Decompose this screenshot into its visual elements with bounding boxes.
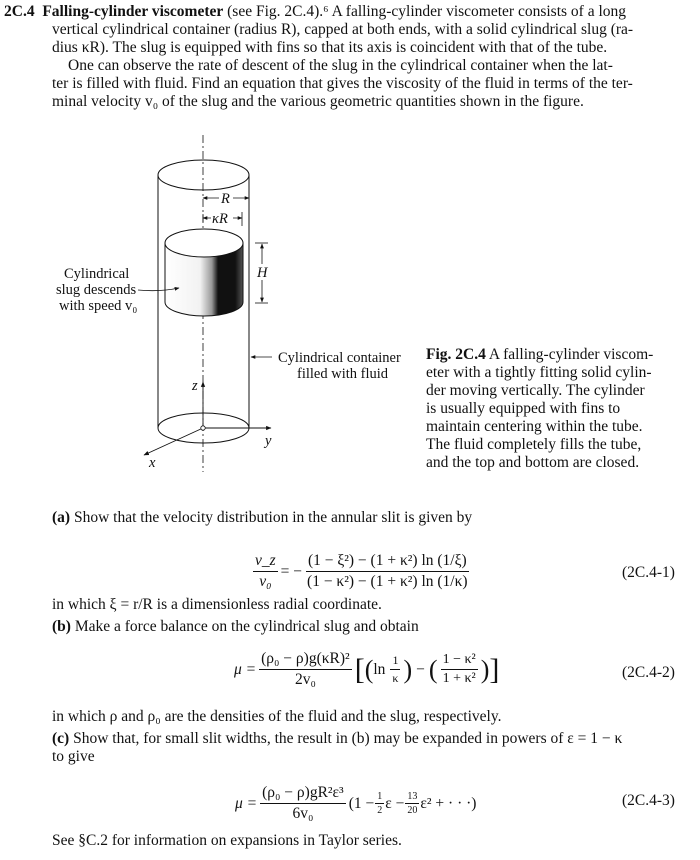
footer-text: See §C.2 for information on expansions in Taylor series. (52, 832, 402, 849)
lhs-fraction (253, 552, 278, 591)
one-over-kappa (390, 653, 400, 686)
caption-text: A falling-cylinder viscom- (485, 346, 654, 363)
mu-equals: μ = (234, 660, 257, 678)
intro-line: vertical cylindrical container (radius R), capped at both ends, with a solid cylindrical slug (ra- (52, 21, 634, 38)
label-H: H (257, 265, 268, 281)
label-R: R (221, 191, 230, 207)
after-b-text: in which ρ and ρ₀ are the densities of the fluid and the slug, respectively. (52, 708, 502, 725)
ratio-denominator: 1 + κ² (442, 671, 476, 686)
intro-line: minal velocity v₀ of the slug and the various geometric quantities shown in the figure. (52, 93, 584, 110)
caption-line: and the top and bottom are closed. (426, 454, 640, 471)
paren-close: ) (480, 654, 490, 684)
ln: ln (373, 660, 386, 678)
problem-title: Falling-cylinder viscometer (42, 3, 224, 20)
half-fraction (375, 791, 384, 816)
half-den: 2 (377, 805, 383, 816)
ratio-numerator: 1 − κ² (441, 652, 478, 670)
eq2-fraction (259, 650, 352, 689)
viscometer-figure (0, 0, 420, 480)
kappa: κ (392, 671, 399, 685)
container-label-line: Cylindrical container (278, 350, 401, 366)
mu-equals: μ = (235, 794, 258, 812)
after-a-text: in which ξ = r/R is a dimensionless radial coordinate. (52, 596, 382, 613)
equation-number: (2C.4-2) (622, 664, 675, 681)
lhs-numerator: v_z (253, 552, 278, 572)
equals-minus: = − (280, 562, 303, 580)
intro-line: (see Fig. 2C.4).⁶ A falling-cylinder viscometer consists of a long (223, 3, 627, 20)
eq3-numerator: (ρ₀ − ρ)gR²ε³ (260, 784, 346, 804)
dimension-H (255, 243, 269, 303)
equation-number: (2C.4-3) (622, 792, 675, 809)
paren-close: ) (403, 654, 413, 684)
eq3-denominator: 6v₀ (292, 805, 314, 822)
coef-num: 13 (407, 791, 418, 802)
paren-open: ( (364, 654, 374, 684)
coordinate-axes (144, 378, 272, 471)
kappa-ratio (441, 652, 478, 687)
caption-line: The fluid completely fills the tube, (426, 436, 642, 453)
one: 1 (390, 653, 400, 670)
slug-label-line: with speed v₀ (59, 298, 138, 314)
container-label-line: filled with fluid (297, 366, 389, 382)
equation-2C4-3 (235, 784, 476, 823)
caption-line: der moving vertically. The cylinder (426, 382, 645, 399)
dimension-R (203, 190, 249, 207)
dimension-kR (203, 210, 242, 227)
part-c-text (52, 730, 622, 748)
caption-line: is usually equipped with fins to (426, 400, 621, 417)
slug-label-line: slug descends (56, 282, 137, 298)
caption-ref: Fig. 2C.4 (426, 346, 486, 363)
part-a-text (52, 509, 472, 527)
coef-den: 20 (407, 805, 418, 816)
rhs-numerator: (1 − ξ²) − (1 + κ²) ln (1/ξ) (306, 552, 469, 572)
series-start: (1 − (348, 794, 375, 812)
axis-y-label: y (265, 433, 272, 449)
rhs-fraction (305, 552, 470, 591)
slug-label (56, 266, 179, 314)
part-c-label: (c) (52, 730, 70, 747)
eq3-fraction (260, 784, 346, 823)
part-b-prompt: Make a force balance on the cylindrical slug and obtain (70, 618, 419, 635)
part-a-label: (a) (52, 509, 71, 526)
part-c-prompt: Show that, for small slit widths, the result in (b) may be expanded in powers of ε = 1 − κ (69, 730, 623, 747)
bracket-close: ] (489, 652, 500, 686)
eq2-numerator: (ρ₀ − ρ)g(κR)² (259, 650, 352, 670)
slug-cylinder (165, 229, 243, 316)
series-mid: ε − (385, 794, 405, 812)
axis-x-label: x (149, 455, 156, 471)
intro-line: ter is filled with fluid. Find an equation that gives the viscosity of the fluid in terms of the ter- (52, 75, 633, 92)
paren-open: ( (428, 654, 438, 684)
caption-line (426, 346, 653, 364)
rhs-denominator: (1 − κ²) − (1 + κ²) ln (1/κ) (307, 573, 468, 590)
part-b-text (52, 618, 419, 636)
intro-line: One can observe the rate of descent of the slug in the cylindrical container when the lat- (68, 57, 613, 74)
minus: − (416, 660, 425, 678)
label-kR: κR (212, 211, 228, 227)
equation-number: (2C.4-1) (622, 564, 675, 581)
series-end: ε² + · · ·) (420, 794, 477, 812)
lhs-denominator: v₀ (259, 573, 272, 590)
part-b-label: (b) (52, 618, 71, 635)
eq2-denominator: 2v₀ (294, 671, 316, 688)
equation-2C4-2 (234, 650, 499, 689)
problem-number: 2C.4 (4, 3, 35, 20)
part-c-text-2: to give (52, 748, 95, 765)
half-num: 1 (377, 791, 383, 802)
bracket-open: [ (354, 652, 365, 686)
axis-z-label: z (192, 378, 198, 394)
coef-fraction (405, 791, 419, 816)
caption-line: maintain centering within the tube. (426, 418, 643, 435)
container-label (251, 350, 401, 382)
intro-line: dius κR). The slug is equipped with fins so that its axis is coincident with that of the tube. (52, 39, 608, 56)
caption-line: eter with a tightly fitting solid cylin- (426, 364, 652, 381)
part-a-prompt: Show that the velocity distribution in the annular slit is given by (70, 509, 473, 526)
equation-2C4-1 (250, 552, 473, 591)
slug-label-line: Cylindrical (64, 266, 130, 282)
